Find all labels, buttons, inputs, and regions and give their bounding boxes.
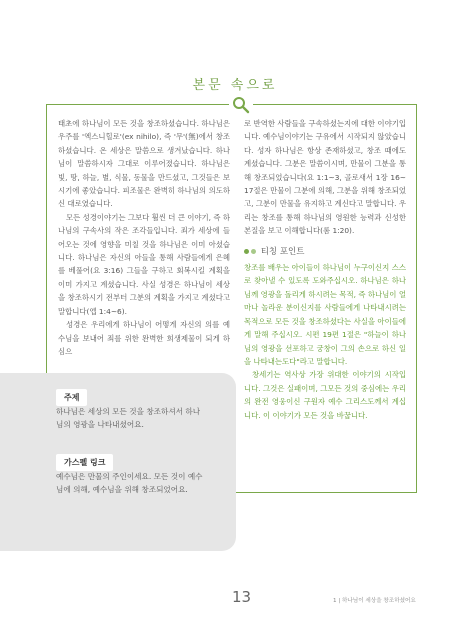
paragraph: 태초에 하나님이 모든 것을 창조하셨습니다. 하나님은 우주를 '엑스니힐로'(ex nihilo), 즉 '무'(無)에서 창조하셨습니다. 온 세상은 말씀으로 생겨났습니다. 하나님이 말씀하시자 그대로 이루어졌습니다. 하나님은 빛, 땅, 하늘, 별, 식물, 동물을 만드셨고, 그것들은 보시기에 좋았습니다. 피조물은 완벽히 하나님의 의도하신 대로였습니다. [58,119,230,209]
teaching-point-title: 티칭 포인트 [260,246,305,257]
gospel-link-text: 예수님은 만물의 주인이세요. 모든 것이 예수님에 의해, 예수님을 위해 창조되었어요. [56,472,203,494]
paragraph: 로 반역한 사람들을 구속하셨는지에 대한 이야기입니다. 예수님이야기는 구유에서 시작되지 않았습니다. 성자 하나님은 항상 존재하셨고, 창조 때에도 계셨습니다. 그분은 말씀이시며, 만물이 그분을 통해 창조되었습니다(요 1:1~3, 골로새서 1장 16~17절은 만물이 그분에 의해, 그분을 위해 창조되었고, 그분이 만물을 유지하고 계신다고 말합니다. 우리는 창조를 통해 하나님의 영원한 능력과 신성한 본질을 보고 이해합니다(롬 1:20). [244,119,406,236]
paragraph: 모든 성경이야기는 그보다 훨씬 더 큰 이야기, 즉 하나님의 구속사의 작은 조각들입니다. 죄가 세상에 들어오는 것에 영향을 미칠 것을 하나님은 이미 아셨습니다. 하나님은 자신의 아들을 통해 사람들에게 은혜를 베풀어(요 3:16) 그들을 구하고 회복시킬 계획을 이미 가지고 계셨습니다. 사실 성경은 하나님이 세상을 창조하시기 전부터 그분의 계획을 가지고 계셨다고 말합니다(엡 1:4~6). [58,212,230,316]
bullet-dot-icon [244,249,249,254]
right-column [244,117,406,422]
left-column [58,117,230,358]
theme-text: 하나님은 세상의 모든 것을 창조하셔서 하나님의 영광을 나타내셨어요. [56,407,201,429]
summary-panel [0,373,236,551]
bullet-dot-icon [251,249,256,254]
paragraph: 성경은 우리에게 하나님이 어떻게 자신의 의를 예수님을 보내어 죄를 위한 완벽한 희생제물이 되게 하심으 [58,320,230,356]
running-footer: 1 | 하나님이 세상을 창조하셨어요 [333,598,416,604]
page-number: 13 [232,588,252,606]
teaching-point-heading [244,246,406,259]
teaching-point-text: 창조를 배우는 아이들이 하나님이 누구이신지 스스로 찾아낼 수 있도록 도와주십시오. 하나님은 하나님께 영광을 돌리게 하시려는 목적, 즉 하나님이 얼마나 놀라운 분이신지를 사람들에게 나타내시려는 목적으로 모든 것을 창조하셨다는 사실을 아이들에게 말해 주십시오. 시편 19편 1절은 "하늘이 하나님의 영광을 선포하고 궁창이 그의 손으로 하신 일을 나타내는도다"라고 말합니다. [244,263,406,366]
teaching-point-text: 창세기는 역사상 가장 위대한 이야기의 시작입니다. 그것은 실패이며, 그모든 것의 중심에는 우리의 완전 영웅이신 구원자 예수 그리스도께서 계십니다. 이 이야기가 모든 것을 바꿉니다. [244,370,406,420]
gospel-link-label: 가스펠 링크 [56,454,113,471]
theme-label: 주제 [56,389,87,406]
section-title: 본문 속으로 [192,78,278,93]
